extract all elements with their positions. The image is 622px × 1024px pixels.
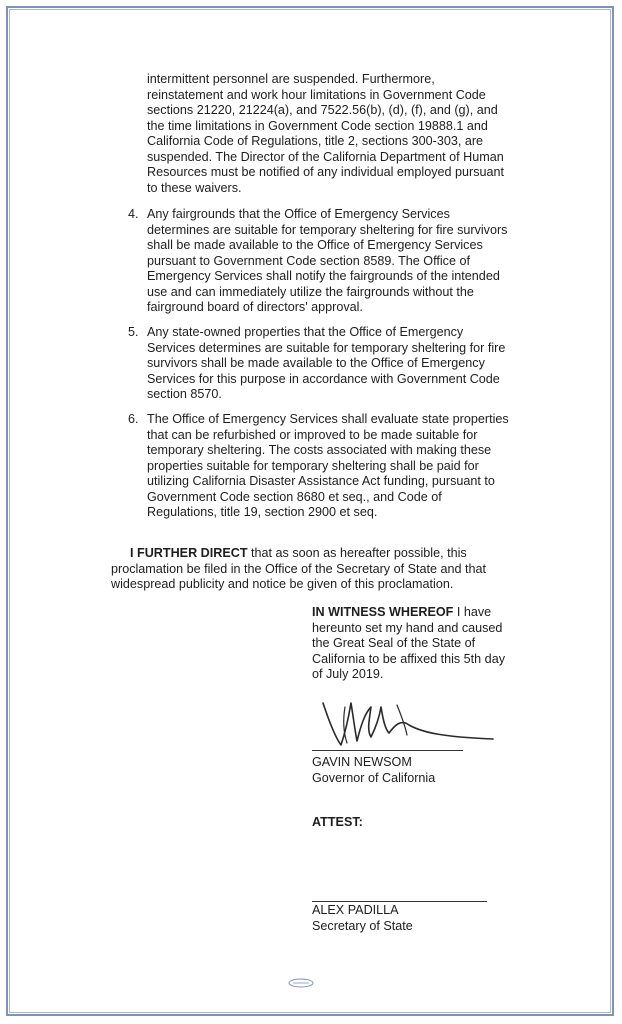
secretary-signature-line [312,901,487,902]
paragraph-line: reinstatement and work hour limitations in Government Code [147,87,486,102]
witness-paragraph [312,605,505,683]
paragraph-line: hereunto set my hand and caused [312,620,503,635]
paragraph-line: utilizing California Disaster Assistance Act funding, pursuant to [147,474,495,488]
item5-paragraph [147,325,505,403]
secretary-name: ALEX PADILLA [312,903,399,917]
paragraph-line: the time limitations in Government Code section 19888.1 and [147,118,488,133]
union-label-icon [288,978,314,988]
paragraph-line: Services for this purpose in accordance with Government Code [147,371,500,386]
paragraph-line: determines are suitable for temporary sheltering for fire survivors [147,222,508,237]
paragraph-line: Regulations, title 19, section 2900 et seq. [147,505,378,519]
paragraph-line [111,546,486,562]
paragraph-text: that as soon as hereafter possible, this [247,546,467,560]
paragraph-line: California Code of Regulations, title 2, sections 300-303, are [147,134,484,148]
further-direct-heading: I FURTHER DIRECT [130,546,248,560]
paragraph-line: section 8570. [147,387,222,401]
paragraph-line [312,605,505,621]
governor-name: GAVIN NEWSOM [312,755,412,769]
paragraph-line: intermittent personnel are suspended. Furthermore, [147,72,435,86]
paragraph-line: The Office of Emergency Services shall evaluate state properties [147,412,509,426]
governor-block [312,755,435,786]
item4-paragraph [147,207,507,316]
paragraph-line: pursuant to Government Code section 8589. The Office of [147,253,470,268]
item3-continuation [147,72,504,196]
attest-label: ATTEST: [312,815,363,829]
witness-heading: IN WITNESS WHEREOF [312,605,454,619]
paragraph-text: I have [453,605,492,619]
item6-paragraph [147,412,509,521]
paragraph-line: temporary sheltering. The costs associated with making these [147,443,492,457]
governor-title: Governor of California [312,770,436,785]
item5-number: 5. [128,325,139,339]
paragraph-line: suspended. The Director of the California Department of Human [147,149,504,164]
secretary-block [312,903,413,934]
paragraph-line: Services determines are suitable for temporary sheltering for fire [147,340,506,355]
paragraph-line: fairground board of directors' approval. [147,300,363,314]
paragraph-line: shall be made available to the Office of Emergency Services [147,238,483,252]
paragraph-line: Government Code section 8680 et seq., and Code of [147,489,442,504]
governor-signature [305,685,505,755]
paragraph-line: survivors shall be made available to the Office of Emergency [147,356,485,370]
paragraph-line: Resources must be notified of any individual employed pursuant [147,165,505,179]
paragraph-line: of July 2019. [312,667,384,681]
paragraph-line: proclamation be filed in the Office of the Secretary of State and that [111,561,487,576]
paragraph-line: sections 21220, 21224(a), and 7522.56(b), (d), (f), and (g), and [147,103,498,117]
paragraph-line: the Great Seal of the State of [312,636,476,650]
paragraph-line: properties suitable for temporary sheltering shall be paid for [147,458,479,473]
paragraph-line: Emergency Services shall notify the fairgrounds of the intended [147,269,500,283]
paragraph-line: Any fairgrounds that the Office of Emergency Services [147,207,450,221]
paragraph-line: Any state-owned properties that the Office of Emergency [147,325,464,339]
paragraph-line: California to be affixed this 5th day [312,651,505,666]
item6-number: 6. [128,412,139,426]
paragraph-line: that can be refurbished or improved to be made suitable for [147,427,478,442]
governor-signature-line [312,750,463,751]
paragraph-line: use and can immediately utilize the fairgrounds without the [147,284,474,299]
item4-number: 4. [128,207,139,221]
paragraph-line: to these waivers. [147,180,242,195]
secretary-title: Secretary of State [312,918,413,933]
further-direct-paragraph [111,546,486,593]
paragraph-line: widespread publicity and notice be given of this proclamation. [111,577,454,591]
